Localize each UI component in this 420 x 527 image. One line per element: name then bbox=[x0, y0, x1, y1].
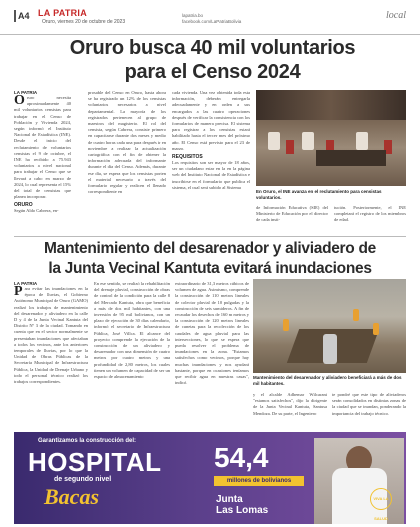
ad-title: HOSPITAL bbox=[28, 447, 162, 477]
newspaper-logo: LA PATRIA bbox=[38, 8, 88, 18]
page-number-bar bbox=[14, 10, 16, 22]
article-divider bbox=[14, 236, 406, 237]
ad-intro: Garantizamos la construcción del: bbox=[38, 438, 137, 444]
hospital-advertisement bbox=[14, 432, 406, 524]
article1-dropcap: O bbox=[14, 93, 25, 108]
article2-byline: LA PATRIA bbox=[14, 281, 38, 286]
article1-column-5 bbox=[334, 205, 406, 233]
article2-headline-line1: Mantenimiento del desarenador y aliviadero de bbox=[44, 240, 376, 257]
article1-text-5: tución. Posteriormente, el INE completará el registro de los miembros de edad. bbox=[334, 205, 406, 223]
article1-column-2 bbox=[88, 90, 166, 230]
article1-headline-line2: para el Censo 2024 bbox=[124, 61, 301, 83]
ad-amount: 54,4 bbox=[214, 442, 269, 473]
article1-photo bbox=[256, 90, 406, 186]
article2-column-2 bbox=[94, 281, 170, 426]
article2-photo bbox=[253, 279, 406, 373]
ad-subtitle: de segundo nivel bbox=[54, 476, 112, 483]
article1-column-1 bbox=[14, 90, 71, 230]
ad-junta-logo bbox=[216, 494, 268, 516]
article1-photo-caption: En Oruro, el INE avanza en el reclutamiento para censistas voluntarios. bbox=[256, 189, 382, 200]
ad-amount-unit: millones de bolivianos bbox=[214, 476, 304, 486]
article2-text-4: y el alcalde Adhemar Wilcarani "estamos satisfechos", dijo la dirigente de la Junta Vecinal Kantuta, Santusa Mendoza. De su parte, el Ingeniero bbox=[253, 392, 327, 416]
article1-byline: LA PATRIA bbox=[14, 90, 38, 95]
article2-headline bbox=[14, 239, 406, 279]
ad-stamp: VIVA LA SALUD bbox=[370, 488, 392, 510]
article2-column-4 bbox=[253, 392, 327, 428]
article2-dropcap: P bbox=[14, 284, 23, 299]
article1-headline-line1: Oruro busca 40 mil voluntarios bbox=[69, 37, 356, 59]
article2-text-5: te pondré que este tipo de aliviaderos serán consolidados en distintas zonas de la ciudad que se inundan, ponderando la importancia del trabajo técnico. bbox=[332, 392, 406, 416]
article2-text-2: En ese sentido, se realizó la rehabilitación del drenaje pluvial, construcción de obras de control de la condición para la calle 8 del Mercado Kantuta, obra que beneficia a más de dos mil habitantes, con una inversión de 95 mil bolivianos, con un plazo de ejecución de 30 días calendario, informó el secretario de Infraestructura Pública, José Villca. El alcance del proyecto comprende la ejecución de la construcción de un aliviadero y desarenador con una dimensión de cuatro metros por cuatro metros y una profundidad de 2,80 metros, los cuales tienen un volumen de capacidad de ser un espacio de almacenamiento bbox=[94, 281, 170, 380]
article1-text-3b: Los requisitos son ser mayor de 18 años, ser un ciudadano estar en la en la página web del Instituto Nacional de Estadística e inscribirse en el formulario que publica el sistema, el cual será subido al Sistema bbox=[172, 160, 250, 190]
article1-text-1: ruro necesita aproximadamente 40 mil voluntarios censistas para trabajar en el Censo de Población y Vivienda 2024, según informó el Instituto Nacional de Estadística (INE). Desde el inicio del reclutamiento de voluntarios censistas el 9 de octubre, el INE ha recibido a 75.943 voluntarios a nivel nacional para trabajar el Censo que se llevará a cabo en marzo de 2024, lo cual representa el 15% del total de censistas que planea incorporar. bbox=[14, 95, 71, 200]
social-links bbox=[182, 13, 241, 25]
article2-photo-caption: Mantenimiento del desarenador y aliviadero beneficiará a más de dos mil habitantes. bbox=[253, 375, 402, 386]
article1-column-3 bbox=[172, 90, 250, 230]
article2-text-1: ara evitar las inundaciones en la época de lluvias, el Gobierno Autónomo Municipal de Oruro (GAMO) realizó los trabajos de mantenimiento del desarenador y aliviadero en la calle D y 4 de la Junta Vecinal Kantuta del Distrito Nº 3 de la ciudad. Tomando en cuenta que en el sector normalmente se presentaban inundaciones que afectaban a todos los vecinos, ante los anteriores temporales de lluvias, por lo que la Unidad de Obras Públicas de la Secretaría Municipal de Infraestructura Pública, la Unidad de Drenaje Urbano y todo el personal técnico realizó los trabajos correspondientes. bbox=[14, 286, 88, 385]
article2-text-3: extraordinario de 31,3 metros cúbicos de volumen de agua. Asimismo, comprende la construcción de 110 metros lineales de colector pluvial de 10 pulgadas y la construcción de seis sumideros. A fin de recaudar los desechos de 160 m metros y la construcción de 120 metros lineales de cunetas para la recolección de los caudales de agua pluvial para las intersecciones, lo que se espera que pueda resolver el problema de inundaciones en la zona. "Estamos satisfechos como vecinos, porque hay muchas inundaciones y nos ayudará bastante, porque en ocasiones teníamos que recibir agua en nuestras casas", indicó. bbox=[175, 281, 249, 386]
article1-column-4 bbox=[256, 205, 328, 233]
article1-headline bbox=[20, 36, 405, 84]
ad-doctor-photo bbox=[314, 438, 404, 524]
ad-lomas-text: Las Lomas bbox=[216, 505, 269, 516]
article2-column-1 bbox=[14, 281, 88, 426]
ad-place: Bacas bbox=[44, 484, 99, 509]
social-link-facebook[interactable]: facebook.com/LaPatriaBolivia bbox=[182, 19, 242, 24]
article1-text-3: cada vivienda. Una vez obtenida toda esta información, deberán entregarla adecuadamente y en orden a sus encargados a las cuatro operaciones después de verificar la consistencia con los formularios de manera precisa. El sistema para registrar a los censistas estará habilitado hasta el tercer mes del próximo año. El Censo está previsto para el 23 de marzo. bbox=[172, 90, 250, 151]
page-number: A4 bbox=[18, 11, 30, 21]
page-header bbox=[0, 0, 420, 35]
date-line: Oruro, viernes 20 de octubre de 2023 bbox=[42, 19, 126, 25]
social-link-web[interactable]: lapatria.bo bbox=[182, 13, 204, 18]
article1-text-1b: Según Aldo Cabrera, en- bbox=[14, 208, 59, 214]
article2-column-3 bbox=[175, 281, 249, 426]
article1-subhead-requisitos: REQUISITOS bbox=[172, 154, 203, 161]
article2-headline-line2: la Junta Vecinal Kantuta evitará inundaciones bbox=[48, 260, 372, 277]
article1-text-4: de Información Educativa (SIE) del Ministerio de Educación por el director de cada insti- bbox=[256, 205, 328, 223]
article1-text-2: prosable del Censo en Oruro, hasta ahora se ha registrado un 12% de los censistas voluntarios necesarios a nivel departamental. La mayoría de los registrados pertenecen al grupo de maestros del magisterio. El rol del censista, según Cabrera, consiste primero en capacitarse durante dos meses y medio de cuatro horas cada una para después ir en noviembre a realizar la actualización cartográfica con el fin de obtener la información adecuada del informante durante el día del Censo. Además, durante ese día, se espera que los censistas porten el material necesario a través del formulario regular y realicen el llenado correspondiente en bbox=[88, 90, 166, 195]
section-label: local bbox=[386, 10, 406, 21]
ad-junta-text: Junta bbox=[216, 494, 243, 505]
article2-column-5 bbox=[332, 392, 406, 428]
article1-subhead-oruro: ORURO bbox=[14, 202, 33, 209]
